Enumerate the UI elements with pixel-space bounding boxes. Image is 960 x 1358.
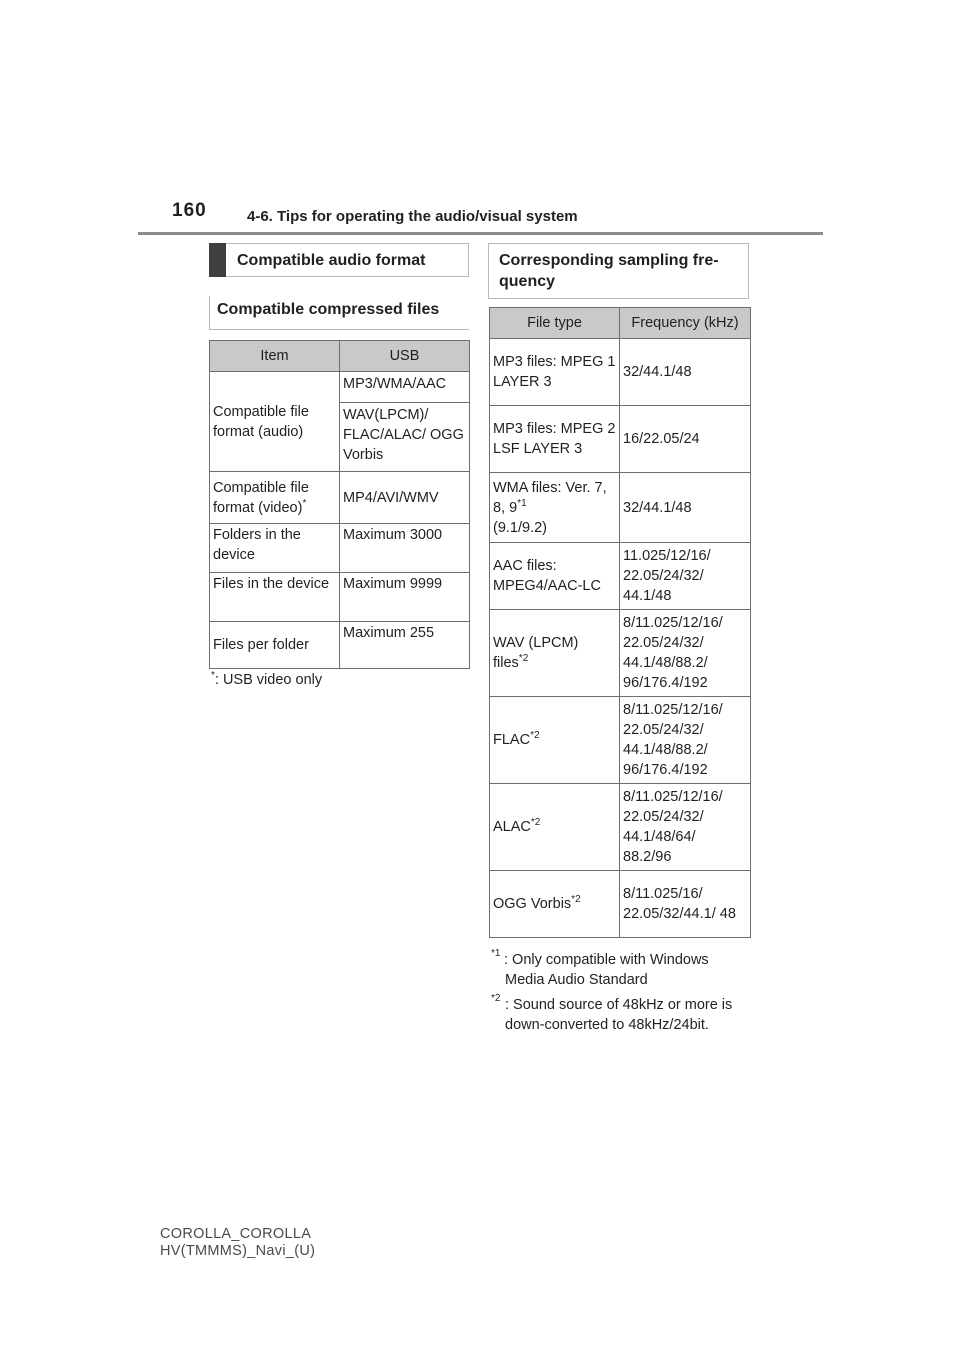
cell-type-wma (490, 473, 620, 543)
table-row (490, 784, 751, 871)
cell-type-ogg (490, 871, 620, 938)
ogg-type-text: OGG Vorbis (493, 896, 572, 912)
imprint-line-1: COROLLA_COROLLA (160, 1226, 312, 1242)
cell-files-per-folder-label: Files per folder (210, 622, 340, 669)
header-usb: USB (340, 341, 470, 372)
cell-freq-mp3-mpeg1: 32/44.1/48 (620, 339, 751, 406)
table-row (490, 543, 751, 610)
heading-text: Corresponding sampling fre- quency (499, 252, 719, 290)
cell-format-audio-value-2: WAV(LPCM)/ FLAC/ALAC/ OGG Vorbis (340, 403, 470, 472)
footnote-text: : Sound source of 48kHz or more is down-converted to 48kHz/24bit. (505, 997, 733, 1033)
cell-type-mp3-mpeg1: MP3 files: MPEG 1 LAYER 3 (490, 339, 620, 406)
wma-mark: *1 (517, 497, 527, 509)
cell-type-flac (490, 697, 620, 784)
cell-format-audio-value-1: MP3/WMA/AAC (340, 372, 470, 403)
flac-mark: *2 (530, 730, 540, 742)
header-item: Item (210, 341, 340, 372)
cell-freq-wma: 32/44.1/48 (620, 473, 751, 543)
cell-folders-value: Maximum 3000 (340, 524, 470, 573)
heading-sampling-frequency (488, 243, 749, 299)
subheading-compressed-files (209, 296, 469, 330)
table-row (490, 339, 751, 406)
cell-type-mp3-mpeg2: MP3 files: MPEG 2 LSF LAYER 3 (490, 406, 620, 473)
cell-format-video-value: MP4/AVI/WMV (340, 472, 470, 524)
cell-format-video-label (210, 472, 340, 524)
footnote-text: : USB video only (214, 672, 323, 688)
heading-bar (209, 243, 226, 277)
imprint-line-2: HV(TMMMS)_Navi_(U) (160, 1243, 316, 1259)
table-row (210, 622, 470, 669)
page-number: 160 (172, 200, 207, 221)
cell-files-value: Maximum 9999 (340, 573, 470, 622)
table-row (210, 573, 470, 622)
header-file-type: File type (490, 308, 620, 339)
footnote-mark: * (211, 670, 215, 682)
alac-mark: *2 (530, 817, 541, 829)
wma-type-version: (9.1/9.2) (493, 519, 547, 536)
table-row (490, 473, 751, 543)
cell-type-aac: AAC files: MPEG4/AAC-LC (490, 543, 620, 610)
table-row (490, 610, 751, 697)
cell-type-alac (490, 784, 620, 871)
footnote-wma: *1 : Only compatible with Windows Media Audio Standard (491, 950, 751, 992)
table-header-row (490, 308, 751, 339)
table-row (490, 871, 751, 938)
cell-freq-wav: 8/11.025/12/16/ 22.05/24/32/ 44.1/48/88.2/ 96/176.4/192 (620, 610, 751, 697)
footnote-usb-video (211, 670, 322, 690)
table-row (210, 524, 470, 573)
wav-type-text: WAV (LPCM) files (493, 635, 579, 671)
table-row (490, 697, 751, 784)
footnote-text: : Only compatible with Windows Media Audio Standard (504, 952, 709, 988)
header-frequency: Frequency (kHz) (620, 308, 751, 339)
alac-type-text: ALAC (493, 819, 531, 835)
cell-files-label: Files in the device (210, 573, 340, 622)
cell-type-wav (490, 610, 620, 697)
footnote-downconvert: *2 : Sound source of 48kHz or more is down-converted to 48kHz/24bit. (491, 995, 751, 1057)
format-video-label-text: Compatible file format (video) (213, 479, 309, 516)
document-imprint (160, 1226, 315, 1260)
cell-format-audio-label: Compatible file format (audio) (210, 372, 340, 472)
wav-mark: *2 (518, 653, 529, 665)
cell-freq-alac: 8/11.025/12/16/ 22.05/24/32/ 44.1/48/64/ 88.2/96 (620, 784, 751, 871)
sampling-frequency-table (489, 307, 751, 938)
subheading-text: Compatible compressed files (217, 301, 440, 318)
ogg-mark: *2 (571, 894, 581, 906)
wma-type-text: WMA files: Ver. 7, 8, 9 (493, 479, 607, 516)
section-title: 4-6. Tips for operating the audio/visual system (247, 208, 578, 225)
compressed-files-table (209, 340, 470, 669)
table-row (210, 472, 470, 524)
cell-folders-label: Folders in the device (210, 524, 340, 573)
cell-freq-mp3-mpeg2: 16/22.05/24 (620, 406, 751, 473)
table-header-row (210, 341, 470, 372)
table-row (210, 372, 470, 403)
format-video-mark: * (302, 497, 307, 509)
heading-compatible-audio-format (209, 243, 469, 277)
cell-files-per-folder-value: Maximum 255 (340, 622, 470, 669)
heading-text: Compatible audio format (237, 252, 426, 269)
flac-type-text: FLAC (493, 732, 531, 748)
header-rule (138, 232, 823, 235)
table-row (490, 406, 751, 473)
cell-freq-ogg: 8/11.025/16/ 22.05/32/44.1/ 48 (620, 871, 751, 938)
cell-freq-aac: 11.025/12/16/ 22.05/24/32/ 44.1/48 (620, 543, 751, 610)
cell-freq-flac: 8/11.025/12/16/ 22.05/24/32/ 44.1/48/88.2/ 96/176.4/192 (620, 697, 751, 784)
